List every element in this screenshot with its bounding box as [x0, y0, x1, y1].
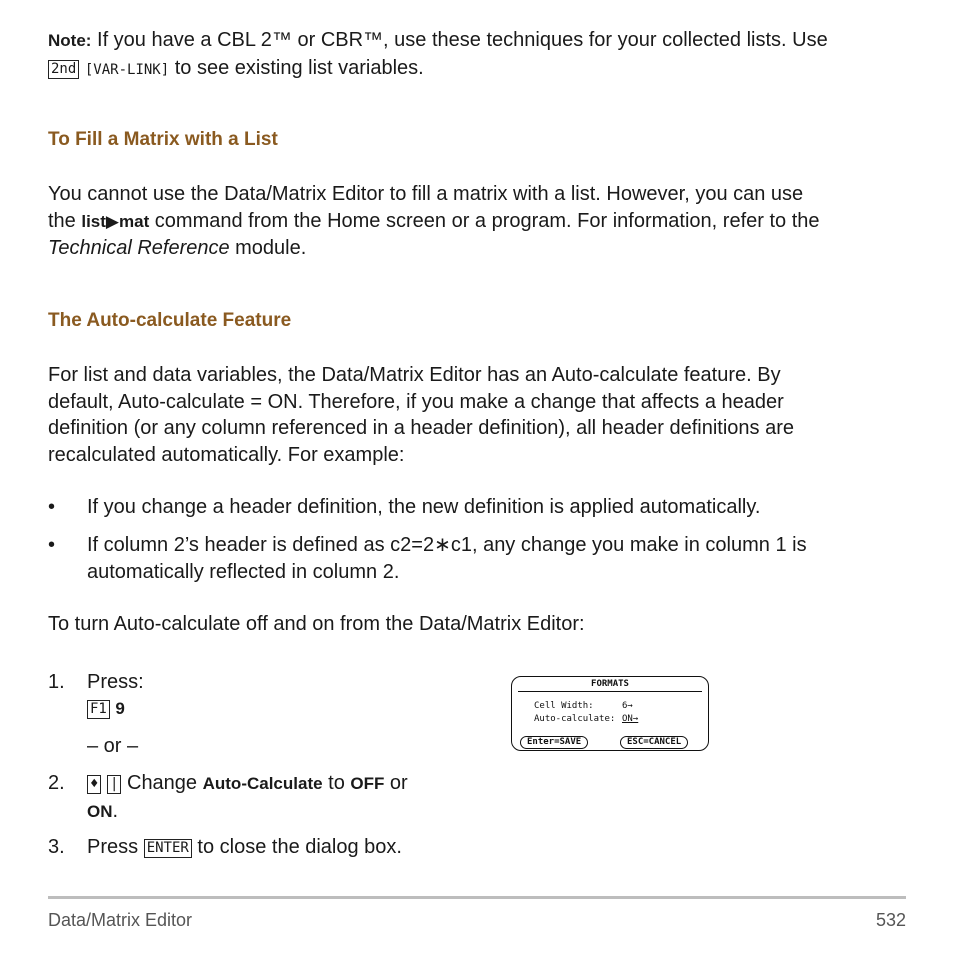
step-1-bold-9: 9 — [115, 699, 125, 718]
formats-dialog-screenshot — [511, 676, 709, 751]
fill-matrix-line-1: You cannot use the Data/Matrix Editor to fill a matrix with a list. However, you can use — [48, 183, 804, 205]
fill-matrix-paragraph — [48, 181, 918, 262]
key-enter: ENTER — [144, 839, 192, 858]
note-text-2: to see existing list variables. — [169, 56, 424, 79]
footer-section-title: Data/Matrix Editor — [48, 910, 193, 930]
diamond-key-icon: ♦ — [87, 775, 101, 794]
key-var-link-close-bracket: ] — [160, 61, 170, 78]
bullet-1-text: If you change a header definition, the new definition is applied automatically. — [87, 496, 761, 518]
step-3-number: 3. — [48, 836, 65, 858]
enter-save-button: Enter=SAVE — [520, 736, 588, 749]
title-divider — [518, 691, 702, 692]
step-2-text — [87, 770, 487, 825]
page-number: 532 — [875, 910, 906, 930]
step-1-text: Press: — [87, 671, 144, 693]
step-2-text-d: . — [112, 799, 119, 822]
key-f1: F1 — [87, 700, 110, 719]
step-1-keys — [87, 695, 125, 723]
bullet-item-2 — [48, 532, 918, 585]
auto-calculate-setting-label: Auto-calculate: — [534, 714, 616, 724]
esc-cancel-button: ESC=CANCEL — [620, 736, 688, 749]
key-bar: | — [107, 775, 121, 794]
formats-dialog-title: FORMATS — [591, 679, 629, 689]
bullet-item-1 — [48, 494, 918, 521]
auto-calc-line-4: recalculated automatically. For example: — [48, 443, 405, 466]
step-1-number: 1. — [48, 671, 65, 693]
step-2-text-c: or — [384, 772, 408, 794]
footer-rule — [48, 896, 906, 899]
step-2-number: 2. — [48, 772, 65, 794]
auto-calc-line-3: definition (or any column referenced in a header definition), all header definitions are — [48, 417, 795, 439]
key-var-link: VAR-LINK — [93, 61, 161, 78]
auto-calculate-paragraph — [48, 362, 918, 468]
cell-width-label: Cell Width: — [534, 701, 594, 711]
step-3-text — [87, 834, 402, 861]
key-2nd: 2nd — [48, 60, 79, 79]
or-separator: – or – — [87, 735, 139, 757]
auto-calc-intro: To turn Auto-calculate off and on from the Data/Matrix Editor: — [48, 613, 585, 635]
bullet-marker: • — [48, 534, 56, 556]
bullet-2-line-2: automatically reflected in column 2. — [87, 560, 400, 583]
fill-matrix-line-2b: command from the Home screen or a program. For information, refer to the — [149, 209, 820, 232]
key-var-link-open-bracket: [ — [84, 61, 94, 78]
step-3-text-a: Press — [87, 836, 144, 858]
section-heading-auto-calculate: The Auto-calculate Feature — [48, 310, 292, 331]
technical-reference-title: Technical Reference — [48, 237, 230, 259]
list-mat-command: list▶mat — [81, 211, 150, 231]
fill-matrix-line-3b: module. — [229, 237, 307, 259]
step-2-text-a: Change — [121, 772, 203, 794]
fill-matrix-line-2a: the — [48, 209, 82, 232]
cell-width-value: 6→ — [622, 701, 633, 711]
section-heading-fill-matrix: To Fill a Matrix with a List — [48, 129, 278, 150]
auto-calculate-setting-value: ON→ — [622, 714, 639, 724]
note-label: Note: — [48, 31, 92, 50]
step-2-text-b: to — [322, 772, 351, 794]
auto-calc-line-1: For list and data variables, the Data/Matrix Editor has an Auto-calculate feature. By — [48, 364, 781, 386]
off-label: OFF — [350, 774, 385, 793]
note-paragraph — [48, 27, 918, 83]
on-label: ON — [87, 801, 113, 821]
bullet-marker: • — [48, 496, 56, 518]
note-text-1: If you have a CBL 2™ or CBR™, use these techniques for your collected lists. Use — [91, 29, 828, 51]
bullet-2-line-1: If column 2’s header is defined as c2=2∗c1, any change you make in column 1 is — [87, 534, 807, 556]
step-3-text-b: to close the dialog box. — [191, 836, 402, 858]
auto-calc-line-2: default, Auto-calculate = ON. Therefore, if you make a change that affects a header — [48, 390, 784, 413]
auto-calculate-label: Auto-Calculate — [202, 774, 323, 793]
